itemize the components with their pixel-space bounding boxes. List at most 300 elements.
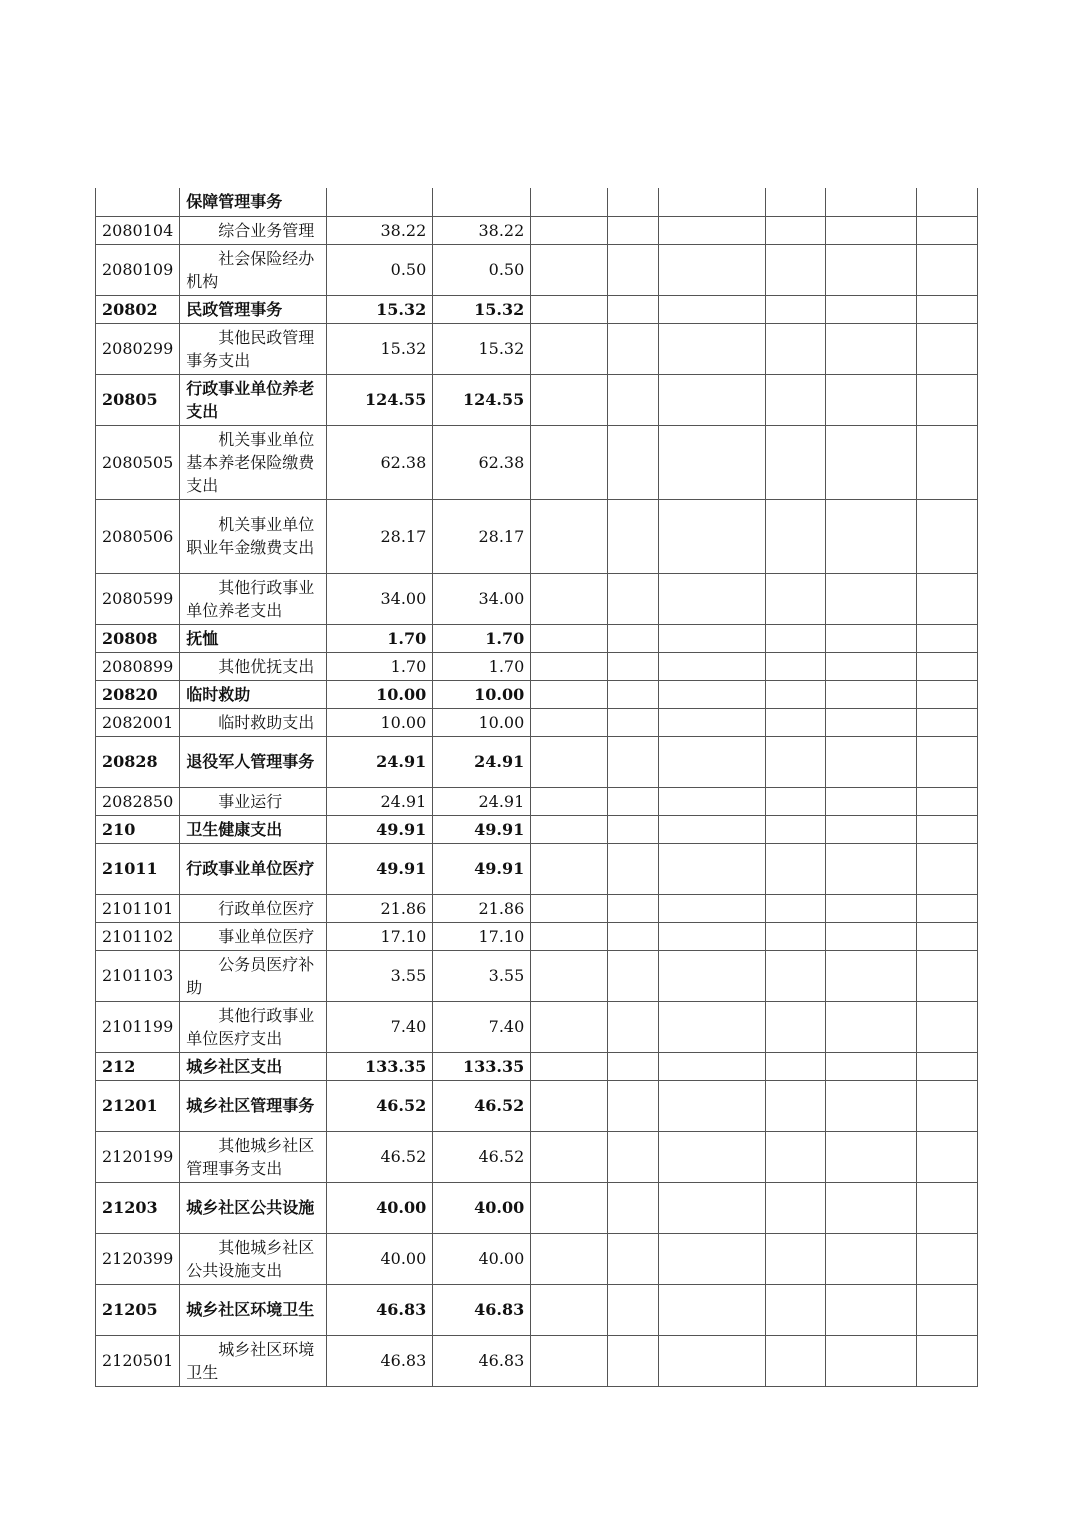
cell-empty [826,188,917,216]
cell-empty [608,244,659,295]
cell-empty [659,499,766,573]
table-row [96,922,978,950]
table-row [96,736,978,787]
cell-code: 2080299 [96,323,180,374]
cell-code: 2101101 [96,894,180,922]
cell-empty [608,499,659,573]
table-row [96,216,978,244]
cell-code: 20805 [96,374,180,425]
cell-item-name: 社会保险经办机构 [180,244,327,295]
cell-empty [917,652,978,680]
cell-empty [826,425,917,499]
cell-item-name: 城乡社区管理事务 [180,1080,327,1131]
cell-item-name: 公务员医疗补助 [180,950,327,1001]
cell-empty [531,652,608,680]
cell-code: 2080599 [96,573,180,624]
cell-empty [826,244,917,295]
cell-code: 20802 [96,295,180,323]
cell-basic: 40.00 [433,1182,531,1233]
cell-item-name: 临时救助 [180,680,327,708]
table-row [96,1233,978,1284]
cell-item-name: 退役军人管理事务 [180,736,327,787]
cell-empty [659,680,766,708]
cell-empty [608,1284,659,1335]
cell-empty [608,573,659,624]
cell-empty [531,188,608,216]
cell-empty [826,922,917,950]
cell-code: 210 [96,815,180,843]
cell-empty [608,922,659,950]
cell-empty [826,843,917,894]
cell-empty [917,1284,978,1335]
cell-total: 24.91 [327,787,433,815]
cell-empty [826,374,917,425]
table-row [96,950,978,1001]
table-row [96,244,978,295]
cell-empty [608,1131,659,1182]
cell-empty [826,680,917,708]
cell-empty [917,1001,978,1052]
cell-empty [766,1233,826,1284]
cell-empty [766,652,826,680]
table-row [96,295,978,323]
cell-empty [766,573,826,624]
cell-total [327,188,433,216]
cell-item-name: 其他优抚支出 [180,652,327,680]
cell-item-name: 事业运行 [180,787,327,815]
cell-item-name: 行政单位医疗 [180,894,327,922]
cell-total: 10.00 [327,708,433,736]
cell-empty [659,1052,766,1080]
cell-code: 20820 [96,680,180,708]
cell-empty [766,1001,826,1052]
cell-code: 21203 [96,1182,180,1233]
cell-empty [917,815,978,843]
cell-empty [659,1284,766,1335]
cell-empty [531,843,608,894]
cell-empty [659,894,766,922]
cell-empty [608,950,659,1001]
cell-empty [917,1131,978,1182]
cell-empty [766,323,826,374]
cell-empty [659,573,766,624]
cell-basic: 0.50 [433,244,531,295]
cell-total: 46.52 [327,1080,433,1131]
cell-empty [826,652,917,680]
cell-empty [659,708,766,736]
cell-empty [608,188,659,216]
cell-basic: 38.22 [433,216,531,244]
table-row [96,1335,978,1386]
cell-code: 2080505 [96,425,180,499]
table-row [96,499,978,573]
table-row [96,787,978,815]
cell-empty [659,1182,766,1233]
cell-basic: 7.40 [433,1001,531,1052]
cell-empty [531,1131,608,1182]
cell-empty [659,323,766,374]
cell-empty [826,1080,917,1131]
cell-empty [531,1052,608,1080]
cell-empty [917,787,978,815]
cell-empty [766,922,826,950]
cell-total: 49.91 [327,843,433,894]
cell-empty [659,1080,766,1131]
cell-empty [659,295,766,323]
cell-code: 2101102 [96,922,180,950]
cell-empty [608,680,659,708]
cell-total: 133.35 [327,1052,433,1080]
cell-empty [766,950,826,1001]
cell-total: 46.52 [327,1131,433,1182]
cell-empty [917,244,978,295]
cell-total: 40.00 [327,1233,433,1284]
cell-empty [766,1284,826,1335]
cell-empty [608,815,659,843]
cell-item-name: 城乡社区公共设施 [180,1182,327,1233]
cell-empty [531,1335,608,1386]
cell-empty [766,499,826,573]
cell-empty [917,680,978,708]
cell-empty [659,652,766,680]
cell-empty [531,499,608,573]
cell-total: 0.50 [327,244,433,295]
cell-basic: 3.55 [433,950,531,1001]
cell-empty [659,843,766,894]
cell-item-name: 保障管理事务 [180,188,327,216]
cell-total: 28.17 [327,499,433,573]
cell-total: 7.40 [327,1001,433,1052]
cell-empty [766,1080,826,1131]
cell-empty [917,188,978,216]
cell-empty [608,1001,659,1052]
table-row [96,1080,978,1131]
table-row [96,188,978,216]
cell-empty [826,1335,917,1386]
cell-empty [659,1131,766,1182]
cell-empty [766,787,826,815]
cell-total: 1.70 [327,624,433,652]
cell-empty [659,736,766,787]
cell-code: 20808 [96,624,180,652]
cell-empty [531,1233,608,1284]
cell-total: 3.55 [327,950,433,1001]
cell-basic [433,188,531,216]
table-row [96,1284,978,1335]
cell-empty [608,787,659,815]
table-row [96,1182,978,1233]
table-row [96,624,978,652]
cell-empty [531,894,608,922]
cell-basic: 62.38 [433,425,531,499]
cell-empty [531,787,608,815]
table-row [96,815,978,843]
cell-empty [766,216,826,244]
cell-item-name: 临时救助支出 [180,708,327,736]
cell-empty [917,950,978,1001]
cell-total: 1.70 [327,652,433,680]
cell-empty [826,1001,917,1052]
cell-empty [531,815,608,843]
cell-empty [826,624,917,652]
cell-code: 2080899 [96,652,180,680]
cell-item-name: 机关事业单位职业年金缴费支出 [180,499,327,573]
cell-total: 34.00 [327,573,433,624]
budget-table [95,188,978,1387]
cell-empty [917,922,978,950]
cell-empty [659,216,766,244]
cell-empty [826,1131,917,1182]
table-row [96,323,978,374]
cell-empty [608,374,659,425]
cell-code: 2120399 [96,1233,180,1284]
cell-empty [531,950,608,1001]
cell-empty [766,425,826,499]
cell-total: 15.32 [327,295,433,323]
cell-basic: 24.91 [433,787,531,815]
cell-empty [917,1233,978,1284]
cell-empty [917,894,978,922]
cell-empty [766,624,826,652]
cell-empty [917,499,978,573]
cell-empty [826,894,917,922]
cell-empty [659,244,766,295]
cell-item-name: 其他行政事业单位医疗支出 [180,1001,327,1052]
cell-empty [531,708,608,736]
cell-code: 2101199 [96,1001,180,1052]
cell-basic: 10.00 [433,708,531,736]
cell-empty [766,843,826,894]
cell-empty [531,736,608,787]
cell-empty [766,815,826,843]
cell-code: 20828 [96,736,180,787]
cell-empty [608,1080,659,1131]
cell-empty [917,736,978,787]
cell-item-name: 卫生健康支出 [180,815,327,843]
cell-item-name: 机关事业单位基本养老保险缴费支出 [180,425,327,499]
cell-basic: 46.83 [433,1284,531,1335]
cell-empty [659,624,766,652]
cell-empty [608,1335,659,1386]
cell-total: 49.91 [327,815,433,843]
table-row [96,843,978,894]
cell-code: 2082850 [96,787,180,815]
cell-total: 10.00 [327,680,433,708]
cell-item-name: 其他城乡社区管理事务支出 [180,1131,327,1182]
cell-empty [766,680,826,708]
cell-total: 62.38 [327,425,433,499]
cell-empty [608,736,659,787]
cell-basic: 15.32 [433,323,531,374]
table-row [96,894,978,922]
cell-empty [917,1335,978,1386]
cell-basic: 1.70 [433,624,531,652]
cell-empty [531,1001,608,1052]
cell-empty [826,573,917,624]
cell-empty [531,573,608,624]
cell-code: 2101103 [96,950,180,1001]
cell-code: 21011 [96,843,180,894]
cell-item-name: 民政管理事务 [180,295,327,323]
cell-empty [659,1001,766,1052]
cell-basic: 46.52 [433,1080,531,1131]
cell-empty [766,1131,826,1182]
cell-code: 2120501 [96,1335,180,1386]
cell-empty [917,843,978,894]
cell-empty [766,1335,826,1386]
cell-basic: 124.55 [433,374,531,425]
cell-empty [826,295,917,323]
cell-item-name: 城乡社区环境卫生 [180,1335,327,1386]
cell-item-name: 抚恤 [180,624,327,652]
cell-code: 21201 [96,1080,180,1131]
table-row [96,652,978,680]
cell-total: 17.10 [327,922,433,950]
cell-code: 2080104 [96,216,180,244]
cell-empty [659,787,766,815]
cell-empty [766,374,826,425]
cell-empty [826,216,917,244]
cell-basic: 46.52 [433,1131,531,1182]
cell-empty [531,1284,608,1335]
cell-empty [531,244,608,295]
cell-total: 124.55 [327,374,433,425]
cell-empty [608,652,659,680]
cell-empty [917,1052,978,1080]
cell-total: 21.86 [327,894,433,922]
table-row [96,680,978,708]
cell-empty [608,843,659,894]
cell-empty [766,188,826,216]
cell-empty [659,950,766,1001]
table-row [96,425,978,499]
cell-total: 46.83 [327,1284,433,1335]
cell-empty [659,374,766,425]
cell-item-name: 综合业务管理 [180,216,327,244]
cell-item-name: 其他城乡社区公共设施支出 [180,1233,327,1284]
cell-basic: 17.10 [433,922,531,950]
cell-empty [766,295,826,323]
cell-empty [826,499,917,573]
cell-empty [766,1182,826,1233]
table-row [96,374,978,425]
cell-total: 46.83 [327,1335,433,1386]
cell-empty [608,894,659,922]
cell-item-name: 行政事业单位医疗 [180,843,327,894]
cell-code: 2120199 [96,1131,180,1182]
cell-empty [608,1052,659,1080]
cell-basic: 21.86 [433,894,531,922]
cell-total: 15.32 [327,323,433,374]
cell-empty [608,323,659,374]
cell-item-name: 行政事业单位养老支出 [180,374,327,425]
cell-empty [917,425,978,499]
cell-basic: 10.00 [433,680,531,708]
cell-basic: 49.91 [433,843,531,894]
cell-empty [917,295,978,323]
table-row [96,573,978,624]
cell-empty [766,736,826,787]
cell-empty [608,708,659,736]
cell-empty [531,1080,608,1131]
cell-item-name: 其他行政事业单位养老支出 [180,573,327,624]
cell-code [96,188,180,216]
cell-empty [826,815,917,843]
cell-empty [608,216,659,244]
cell-empty [766,1052,826,1080]
cell-item-name: 事业单位医疗 [180,922,327,950]
cell-basic: 24.91 [433,736,531,787]
cell-empty [659,425,766,499]
cell-code: 2082001 [96,708,180,736]
cell-basic: 133.35 [433,1052,531,1080]
cell-empty [826,1182,917,1233]
cell-code: 2080506 [96,499,180,573]
cell-empty [659,922,766,950]
cell-empty [531,374,608,425]
table-row [96,708,978,736]
cell-item-name: 城乡社区环境卫生 [180,1284,327,1335]
cell-total: 40.00 [327,1182,433,1233]
cell-empty [917,573,978,624]
cell-empty [826,323,917,374]
cell-code: 2080109 [96,244,180,295]
cell-empty [826,787,917,815]
cell-empty [608,624,659,652]
cell-empty [917,374,978,425]
cell-empty [531,295,608,323]
cell-code: 21205 [96,1284,180,1335]
cell-empty [608,1233,659,1284]
cell-empty [826,950,917,1001]
cell-empty [531,425,608,499]
cell-empty [826,1233,917,1284]
cell-empty [917,216,978,244]
cell-empty [917,1182,978,1233]
cell-empty [531,680,608,708]
cell-empty [608,425,659,499]
cell-empty [531,1182,608,1233]
cell-total: 24.91 [327,736,433,787]
cell-total: 38.22 [327,216,433,244]
cell-empty [826,1284,917,1335]
table-row [96,1131,978,1182]
cell-empty [531,922,608,950]
cell-empty [826,1052,917,1080]
cell-empty [826,708,917,736]
cell-empty [659,1335,766,1386]
cell-empty [917,323,978,374]
cell-basic: 49.91 [433,815,531,843]
cell-empty [659,188,766,216]
cell-empty [766,244,826,295]
table-row [96,1001,978,1052]
cell-empty [531,624,608,652]
cell-item-name: 城乡社区支出 [180,1052,327,1080]
table-body [96,188,978,1386]
cell-code: 212 [96,1052,180,1080]
cell-empty [826,736,917,787]
cell-basic: 34.00 [433,573,531,624]
cell-empty [917,708,978,736]
cell-empty [659,1233,766,1284]
cell-empty [608,295,659,323]
cell-basic: 28.17 [433,499,531,573]
cell-empty [531,216,608,244]
table-row [96,1052,978,1080]
cell-empty [766,894,826,922]
cell-empty [917,1080,978,1131]
